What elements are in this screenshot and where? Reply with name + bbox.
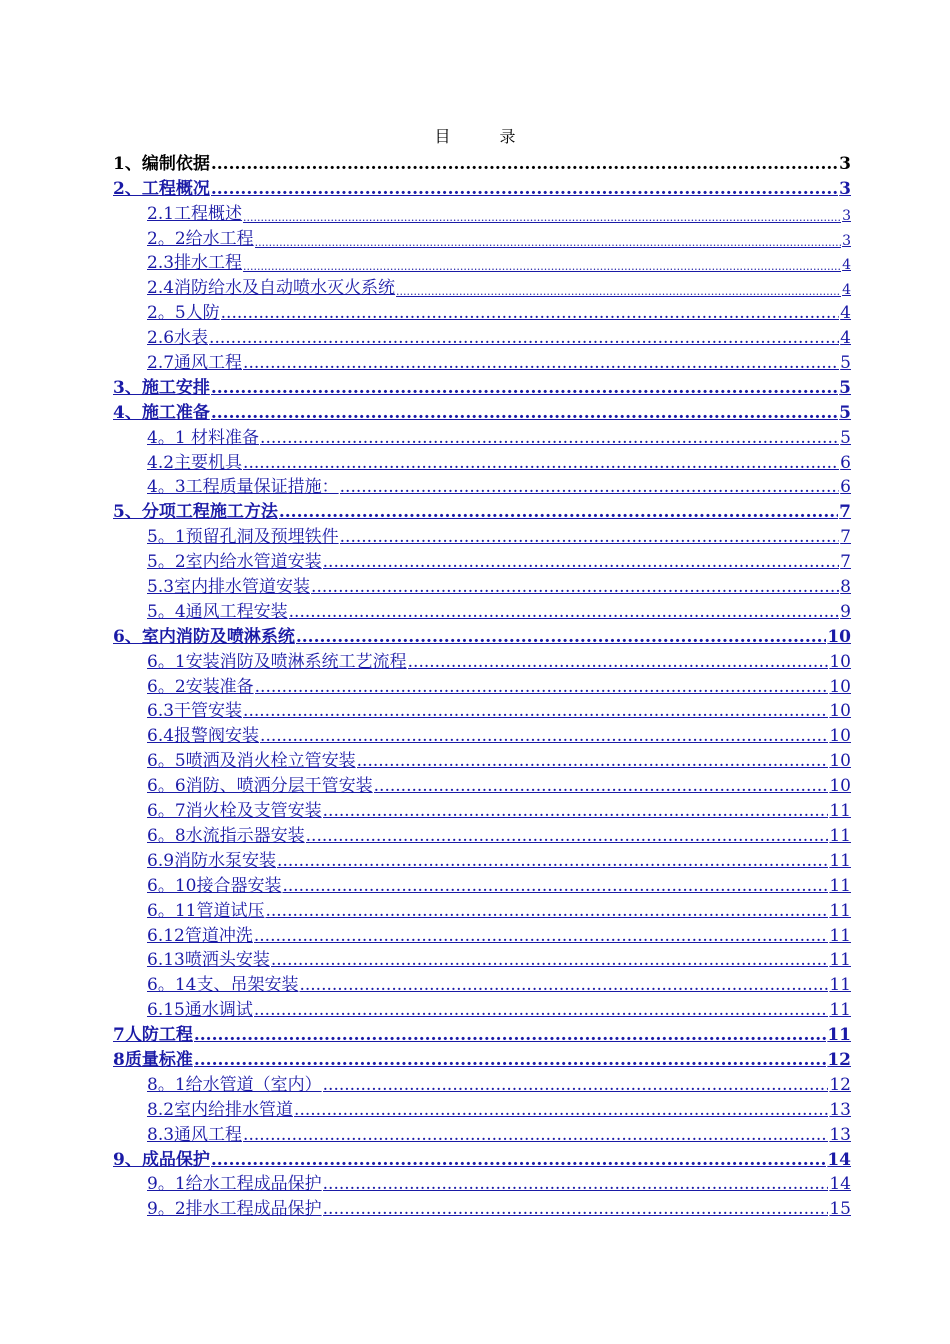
toc-entry-label: 8。1给水管道（室内） [147, 1074, 322, 1095]
toc-page-number: 13 [829, 1124, 851, 1145]
toc-dot-leader [194, 1050, 826, 1070]
toc-entry-label: 6.3干管安装 [147, 701, 243, 722]
toc-subsection-entry[interactable] [113, 1194, 851, 1219]
toc-entry-label: 8质量标准 [113, 1049, 193, 1070]
toc-page-number: 15 [829, 1199, 851, 1220]
toc-subsection-entry[interactable] [113, 1095, 851, 1120]
toc-subsection-entry[interactable] [113, 672, 851, 697]
toc-page-number: 14 [827, 1149, 851, 1170]
toc-page-number: 12 [829, 1074, 851, 1095]
toc-page-number: 5 [839, 377, 851, 398]
toc-dot-leader [282, 876, 828, 896]
toc-section-entry[interactable] [113, 497, 851, 522]
toc-dot-leader [323, 1075, 829, 1095]
toc-dot-leader [243, 211, 841, 224]
toc-subsection-entry[interactable] [113, 473, 851, 498]
toc-section-entry[interactable] [113, 174, 851, 199]
toc-subsection-entry[interactable] [113, 348, 851, 373]
toc-page-number: 3 [842, 232, 851, 249]
toc-subsection-entry[interactable] [113, 597, 851, 622]
toc-page-number: 11 [829, 825, 851, 846]
toc-dot-leader [323, 801, 829, 821]
toc-entry-label: 1、编制依据 [113, 153, 210, 174]
toc-dot-leader [243, 260, 841, 273]
toc-dot-leader [289, 602, 840, 622]
toc-dot-leader [311, 577, 839, 597]
toc-page-number: 12 [827, 1049, 851, 1070]
toc-page-number: 11 [829, 801, 851, 822]
toc-page-number: 6 [840, 477, 851, 498]
toc-dot-leader [260, 726, 828, 746]
toc-page-number: 11 [827, 1025, 851, 1046]
toc-entry-label: 4。1 材料准备 [147, 427, 260, 448]
toc-subsection-entry[interactable] [113, 224, 851, 249]
toc-entry-label: 5。2室内给水管道安装 [147, 552, 322, 573]
toc-entry-label: 6.15通水调试 [147, 1000, 253, 1021]
toc-page-number: 10 [829, 751, 851, 772]
toc-page-number: 11 [829, 850, 851, 871]
toc-page-number: 13 [829, 1099, 851, 1120]
toc-section-entry[interactable] [113, 398, 851, 423]
toc-entry-label: 6。2安装准备 [147, 676, 254, 697]
toc-subsection-entry[interactable] [113, 995, 851, 1020]
toc-page-number: 10 [829, 676, 851, 697]
toc-subsection-entry[interactable] [113, 771, 851, 796]
toc-entry-label: 6。11管道试压 [147, 900, 265, 921]
toc-subsection-entry[interactable] [113, 323, 851, 348]
toc-entry-label: 5。4通风工程安装 [147, 601, 288, 622]
toc-page-number: 10 [829, 726, 851, 747]
toc-section-entry[interactable] [113, 373, 851, 398]
toc-entry-label: 2.4消防给水及自动喷水灭火系统 [147, 278, 396, 299]
toc-dot-leader [209, 328, 839, 348]
toc-subsection-entry[interactable] [113, 1070, 851, 1095]
toc-dot-leader [294, 1100, 828, 1120]
toc-entry-label: 4。3工程质量保证措施： [147, 477, 339, 498]
toc-entry-label: 6。14支、吊架安装 [147, 975, 299, 996]
toc-page-number: 11 [829, 875, 851, 896]
toc-dot-leader [296, 627, 826, 647]
toc-dot-leader [211, 179, 838, 199]
toc-subsection-entry[interactable] [113, 273, 851, 298]
toc-page-number: 11 [829, 900, 851, 921]
toc-subsection-entry[interactable] [113, 697, 851, 722]
toc-dot-leader [323, 1174, 829, 1194]
toc-subsection-entry[interactable] [113, 298, 851, 323]
toc-subsection-entry[interactable] [113, 199, 851, 224]
toc-subsection-entry[interactable] [113, 921, 851, 946]
toc-subsection-entry[interactable] [113, 1120, 851, 1145]
toc-dot-leader [260, 428, 839, 448]
toc-page-number: 11 [829, 925, 851, 946]
toc-dot-leader [211, 154, 838, 174]
toc-entry-label: 6。1安装消防及喷淋系统工艺流程 [147, 651, 407, 672]
toc-subsection-entry[interactable] [113, 547, 851, 572]
toc-dot-leader [340, 477, 840, 497]
toc-page-number: 10 [827, 626, 851, 647]
toc-page-number: 8 [840, 577, 851, 598]
toc-section-entry[interactable] [113, 1145, 851, 1170]
toc-page-number: 11 [829, 1000, 851, 1021]
toc-entry-label: 5。1预留孔洞及预埋铁件 [147, 527, 339, 548]
toc-dot-leader [271, 950, 829, 970]
toc-dot-leader [254, 926, 829, 946]
toc-subsection-entry[interactable] [113, 1170, 851, 1195]
toc-entry-label: 4.2主要机具 [147, 452, 243, 473]
toc-entry-label: 6.9消防水泵安装 [147, 850, 277, 871]
toc-subsection-entry[interactable] [113, 572, 851, 597]
toc-dot-leader [211, 1150, 826, 1170]
toc-dot-leader [265, 901, 828, 921]
toc-section-entry[interactable] [113, 1020, 851, 1045]
toc-dot-leader [279, 502, 838, 522]
toc-section-entry[interactable] [113, 622, 851, 647]
toc-subsection-entry[interactable] [113, 970, 851, 995]
toc-page-number: 3 [842, 207, 851, 224]
toc-subsection-entry[interactable] [113, 946, 851, 971]
toc-subsection-entry[interactable] [113, 522, 851, 547]
toc-page-number: 4 [840, 303, 851, 324]
toc-dot-leader [357, 751, 829, 771]
toc-dot-leader [323, 1199, 829, 1219]
toc-subsection-entry[interactable] [113, 871, 851, 896]
toc-dot-leader [277, 851, 828, 871]
toc-dot-leader [323, 552, 840, 572]
toc-entry-label: 3、施工安排 [113, 377, 210, 398]
toc-entry-label: 2、工程概况 [113, 178, 210, 199]
toc-dot-leader [255, 677, 829, 697]
toc-page-number: 10 [829, 651, 851, 672]
toc-dot-leader [243, 701, 828, 721]
toc-dot-leader [255, 236, 841, 249]
toc-subsection-entry[interactable] [113, 846, 851, 871]
toc-page-number: 4 [840, 328, 851, 349]
toc-subsection-entry[interactable] [113, 647, 851, 672]
toc-entry-label: 5.3室内排水管道安装 [147, 577, 311, 598]
toc-page-number: 4 [842, 257, 851, 274]
toc-entry-label: 9。2排水工程成品保护 [147, 1199, 322, 1220]
toc-dot-leader [254, 1000, 829, 1020]
toc-entry-label: 2。2给水工程 [147, 228, 254, 249]
toc-entry-label: 6.13喷洒头安装 [147, 950, 270, 971]
toc-entry-label: 6.4报警阀安装 [147, 726, 260, 747]
toc-page-number: 14 [829, 1174, 851, 1195]
toc-page-number: 9 [840, 601, 851, 622]
toc-entry-label: 9。1给水工程成品保护 [147, 1174, 322, 1195]
toc-entry-label: 2。5人防 [147, 303, 220, 324]
toc-page-number: 11 [829, 975, 851, 996]
toc-entry-label: 6。5喷洒及消火栓立管安装 [147, 751, 356, 772]
toc-page-number: 5 [840, 353, 851, 374]
toc-subsection-entry[interactable] [113, 721, 851, 746]
toc-dot-leader [396, 285, 841, 298]
toc-dot-leader [408, 652, 829, 672]
toc-entry-label: 6。8水流指示器安装 [147, 825, 305, 846]
toc-entry-label: 6。7消火栓及支管安装 [147, 801, 322, 822]
toc-page-number: 10 [829, 701, 851, 722]
toc-page-number: 3 [839, 153, 851, 174]
toc-dot-leader [211, 403, 838, 423]
toc-entry-label: 8.2室内给排水管道 [147, 1099, 294, 1120]
toc-dot-leader [340, 527, 840, 547]
toc-dot-leader [299, 975, 828, 995]
toc-entry-label: 6、室内消防及喷淋系统 [113, 626, 295, 647]
toc-section-entry [113, 149, 851, 174]
toc-subsection-entry[interactable] [113, 249, 851, 274]
toc-page-number: 7 [839, 502, 851, 523]
toc-section-entry[interactable] [113, 1045, 851, 1070]
toc-page-number: 7 [840, 527, 851, 548]
toc-page-number: 7 [840, 552, 851, 573]
toc-page-number: 10 [829, 776, 851, 797]
toc-entry-label: 9、成品保护 [113, 1149, 210, 1170]
toc-entry-label: 7人防工程 [113, 1025, 193, 1046]
toc-dot-leader [243, 353, 839, 373]
toc-entry-label: 6.12管道冲洗 [147, 925, 253, 946]
toc-dot-leader [221, 303, 840, 323]
toc-subsection-entry[interactable] [113, 896, 851, 921]
toc-title: 目 录 [434, 127, 538, 146]
toc-dot-leader [211, 378, 838, 398]
toc-entry-label: 2.6水表 [147, 328, 209, 349]
toc-page-number: 5 [840, 427, 851, 448]
toc-dot-leader [306, 826, 829, 846]
toc-dot-leader [243, 453, 839, 473]
toc-entry-label: 2.7通风工程 [147, 353, 243, 374]
toc-entry-label: 6。10接合器安装 [147, 875, 282, 896]
toc-entry-label: 2.3排水工程 [147, 253, 243, 274]
toc-entry-label: 2.1工程概述 [147, 203, 243, 224]
toc-dot-leader [194, 1025, 826, 1045]
toc-page-number: 5 [839, 402, 851, 423]
toc-dot-leader [374, 776, 829, 796]
toc-page-number: 3 [839, 178, 851, 199]
toc-page-number: 11 [829, 950, 851, 971]
toc-page-number: 6 [840, 452, 851, 473]
toc-subsection-entry[interactable] [113, 796, 851, 821]
toc-dot-leader [243, 1125, 828, 1145]
toc-entry-label: 6。6消防、喷洒分层干管安装 [147, 776, 373, 797]
toc-subsection-entry[interactable] [113, 448, 851, 473]
toc-page-number: 4 [842, 282, 851, 299]
toc-entry-label: 5、分项工程施工方法 [113, 502, 278, 523]
toc-entry-label: 8.3通风工程 [147, 1124, 243, 1145]
toc-subsection-entry[interactable] [113, 821, 851, 846]
toc-subsection-entry[interactable] [113, 746, 851, 771]
toc-entry-label: 4、施工准备 [113, 402, 210, 423]
toc-subsection-entry[interactable] [113, 423, 851, 448]
toc-list [113, 149, 851, 1219]
